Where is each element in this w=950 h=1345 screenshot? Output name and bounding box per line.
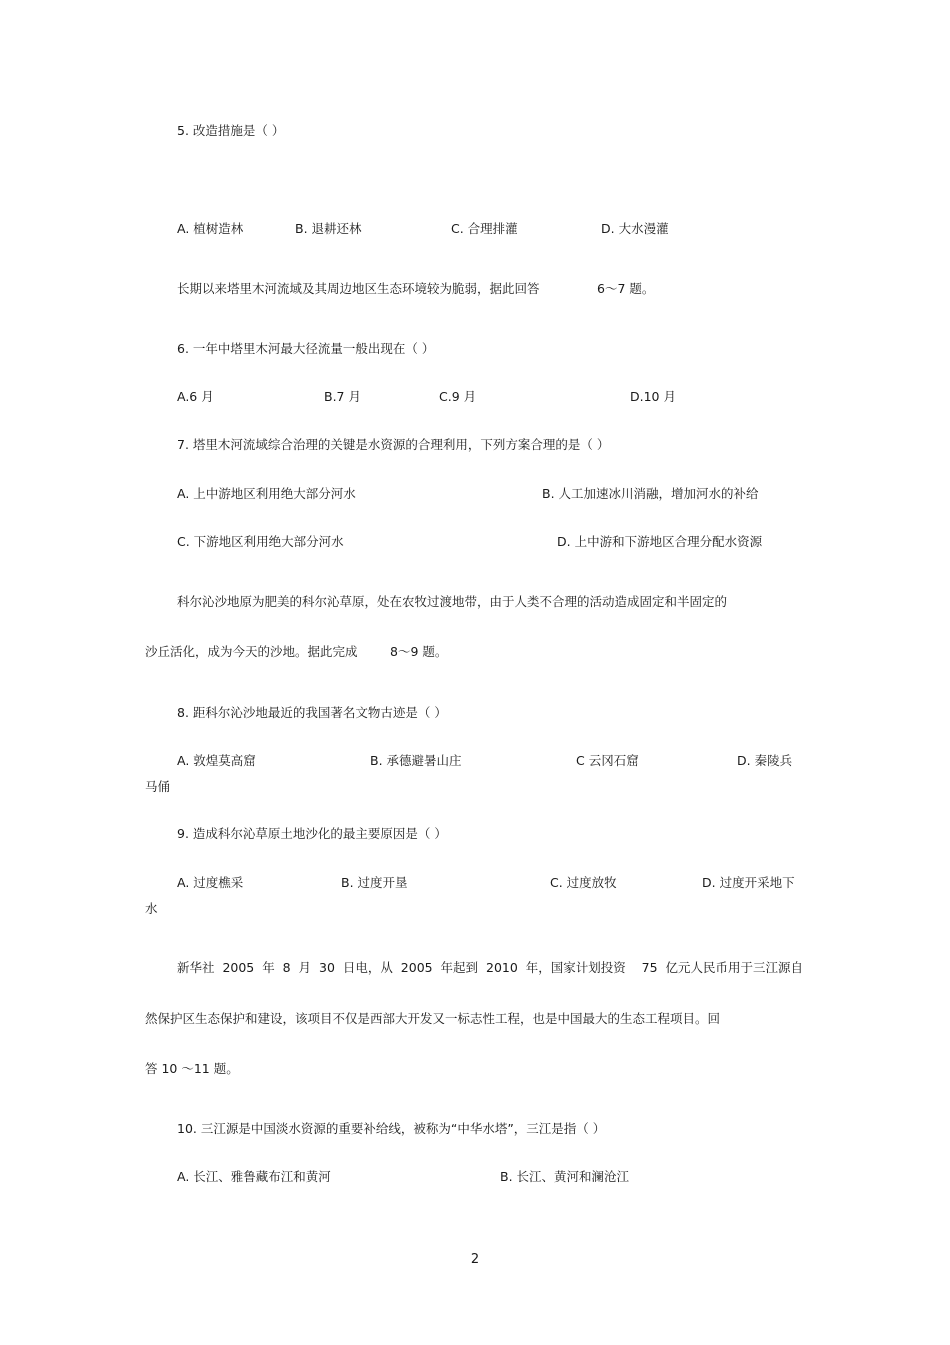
q10-stem: 10. 三江源是中国淡水资源的重要补给线，被称为“中华水塔”，三江是指（ ）	[177, 1121, 606, 1136]
q8-option-d-wrap: 马俑	[145, 779, 171, 794]
intro-10-11-line2: 然保护区生态保护和建设，该项目不仅是西部大开发又一标志性工程，也是中国最大的生态工程项目。回	[145, 1011, 721, 1026]
intro-8-9-range: 8～9 题。	[390, 644, 448, 659]
intro-10-11-line1: 新华社 2005 年 8 月 30 日电，从 2005 年起到 2010 年，国家计划投资 75 亿元人民币用于三江源自	[177, 960, 804, 975]
q8-option-a: A. 敦煌莫高窟	[177, 753, 256, 768]
q10-option-b: B. 长江、黄河和澜沧江	[500, 1169, 630, 1184]
q5-option-c: C. 合理排灌	[451, 221, 518, 236]
page-number: 2	[470, 1252, 480, 1267]
q7-option-d: D. 上中游和下游地区合理分配水资源	[557, 534, 763, 549]
q6-option-a: A.6 月	[177, 389, 214, 404]
intro-8-9-line2: 沙丘活化，成为今天的沙地。据此完成	[145, 644, 358, 659]
q5-option-a: A. 植树造林	[177, 221, 244, 236]
q9-option-d-wrap: 水	[145, 901, 158, 916]
intro-6-7-text: 长期以来塔里木河流域及其周边地区生态环境较为脆弱，据此回答	[177, 281, 540, 296]
q7-option-b: B. 人工加速冰川消融，增加河水的补给	[542, 486, 759, 501]
intro-8-9-line1: 科尔沁沙地原为肥美的科尔沁草原，处在农牧过渡地带，由于人类不合理的活动造成固定和半固定的	[177, 594, 728, 609]
q8-option-d: D. 秦陵兵	[737, 753, 793, 768]
q8-option-c: C 云冈石窟	[576, 753, 639, 768]
q5-option-b: B. 退耕还林	[295, 221, 362, 236]
q8-stem: 8. 距科尔沁沙地最近的我国著名文物古迹是（ ）	[177, 705, 447, 720]
q7-stem: 7. 塔里木河流域综合治理的关键是水资源的合理利用，下列方案合理的是（ ）	[177, 437, 610, 452]
q5-stem: 5. 改造措施是（ ）	[177, 123, 285, 138]
q9-option-c: C. 过度放牧	[550, 875, 617, 890]
q9-option-b: B. 过度开垦	[341, 875, 408, 890]
q6-option-c: C.9 月	[439, 389, 477, 404]
q6-option-d: D.10 月	[630, 389, 676, 404]
intro-6-7-range: 6～7 题。	[597, 281, 655, 296]
intro-10-11-line3: 答 10 ～11 题。	[145, 1061, 239, 1076]
q6-stem: 6. 一年中塔里木河最大径流量一般出现在（ ）	[177, 341, 435, 356]
q10-option-a: A. 长江、雅鲁藏布江和黄河	[177, 1169, 331, 1184]
q9-stem: 9. 造成科尔沁草原土地沙化的最主要原因是（ ）	[177, 826, 447, 841]
q5-option-d: D. 大水漫灌	[601, 221, 669, 236]
q9-option-d: D. 过度开采地下	[702, 875, 795, 890]
q7-option-c: C. 下游地区利用绝大部分河水	[177, 534, 344, 549]
q7-option-a: A. 上中游地区利用绝大部分河水	[177, 486, 356, 501]
q8-option-b: B. 承德避暑山庄	[370, 753, 462, 768]
q6-option-b: B.7 月	[324, 389, 361, 404]
q9-option-a: A. 过度樵采	[177, 875, 244, 890]
